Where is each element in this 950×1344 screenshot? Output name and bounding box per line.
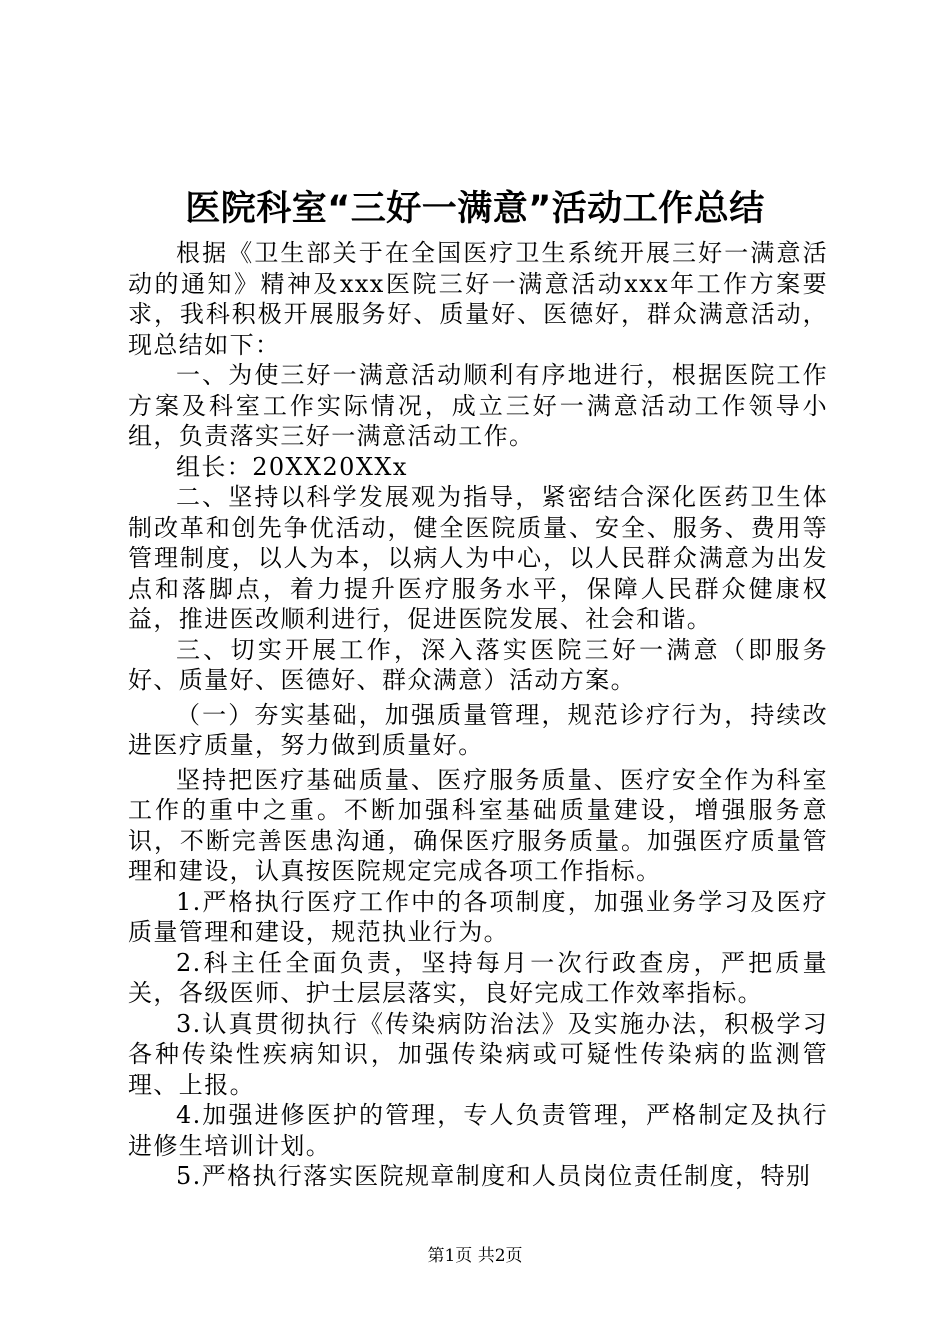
paragraph-item-2: 2.科主任全面负责，坚持每月一次行政查房，严把质量关，各级医师、护士层层落实，良好完成工作效率指标。 bbox=[128, 948, 828, 1007]
paragraph-section-3: 三、切实开展工作，深入落实医院三好一满意（即服务好、质量好、医德好、群众满意）活动方案。 bbox=[128, 635, 828, 694]
paragraph-item-1: 1.严格执行医疗工作中的各项制度，加强业务学习及医疗质量管理和建设，规范执业行为。 bbox=[128, 887, 828, 946]
paragraph-leader: 组长：20XX20XXx bbox=[176, 452, 408, 481]
paragraph-intro: 根据《卫生部关于在全国医疗卫生系统开展三好一满意活动的通知》精神及xxx医院三好一满意活动xxx年工作方案要求，我科积极开展服务好、质量好、医德好，群众满意活动，现总结如下： bbox=[128, 239, 828, 359]
page-number-footer: 第1页 共2页 bbox=[427, 1246, 523, 1266]
document-title: 医院科室“三好一满意”活动工作总结 bbox=[185, 189, 765, 229]
paragraph-item-4: 4.加强进修医护的管理，专人负责管理，严格制定及执行进修生培训计划。 bbox=[128, 1101, 828, 1160]
paragraph-item-3: 3.认真贯彻执行《传染病防治法》及实施办法，积极学习各种传染性疾病知识，加强传染病或可疑性传染病的监测管理、上报。 bbox=[128, 1009, 828, 1099]
paragraph-subsection-1: （一）夯实基础，加强质量管理，规范诊疗行为，持续改进医疗质量，努力做到质量好。 bbox=[128, 700, 828, 759]
paragraph-item-5: 5.严格执行落实医院规章制度和人员岗位责任制度，特别 bbox=[176, 1162, 812, 1190]
document-body bbox=[128, 238, 828, 1192]
paragraph-section-2: 二、坚持以科学发展观为指导，紧密结合深化医药卫生体制改革和创先争优活动，健全医院质量、安全、服务、费用等管理制度，以人为本，以病人为中心，以人民群众满意为出发点和落脚点，着力提升医疗服务水平，保障人民群众健康权益，推进医改顺利进行，促进医院发展、社会和谐。 bbox=[128, 483, 828, 633]
paragraph-section-1: 一、为使三好一满意活动顺利有序地进行，根据医院工作方案及科室工作实际情况，成立三好一满意活动工作领导小组，负责落实三好一满意活动工作。 bbox=[128, 361, 828, 450]
paragraph-quality-basis: 坚持把医疗基础质量、医疗服务质量、医疗安全作为科室工作的重中之重。不断加强科室基础质量建设，增强服务意识，不断完善医患沟通，确保医疗服务质量。加强医疗质量管理和建设，认真按医院规定完成各项工作指标。 bbox=[128, 765, 828, 885]
